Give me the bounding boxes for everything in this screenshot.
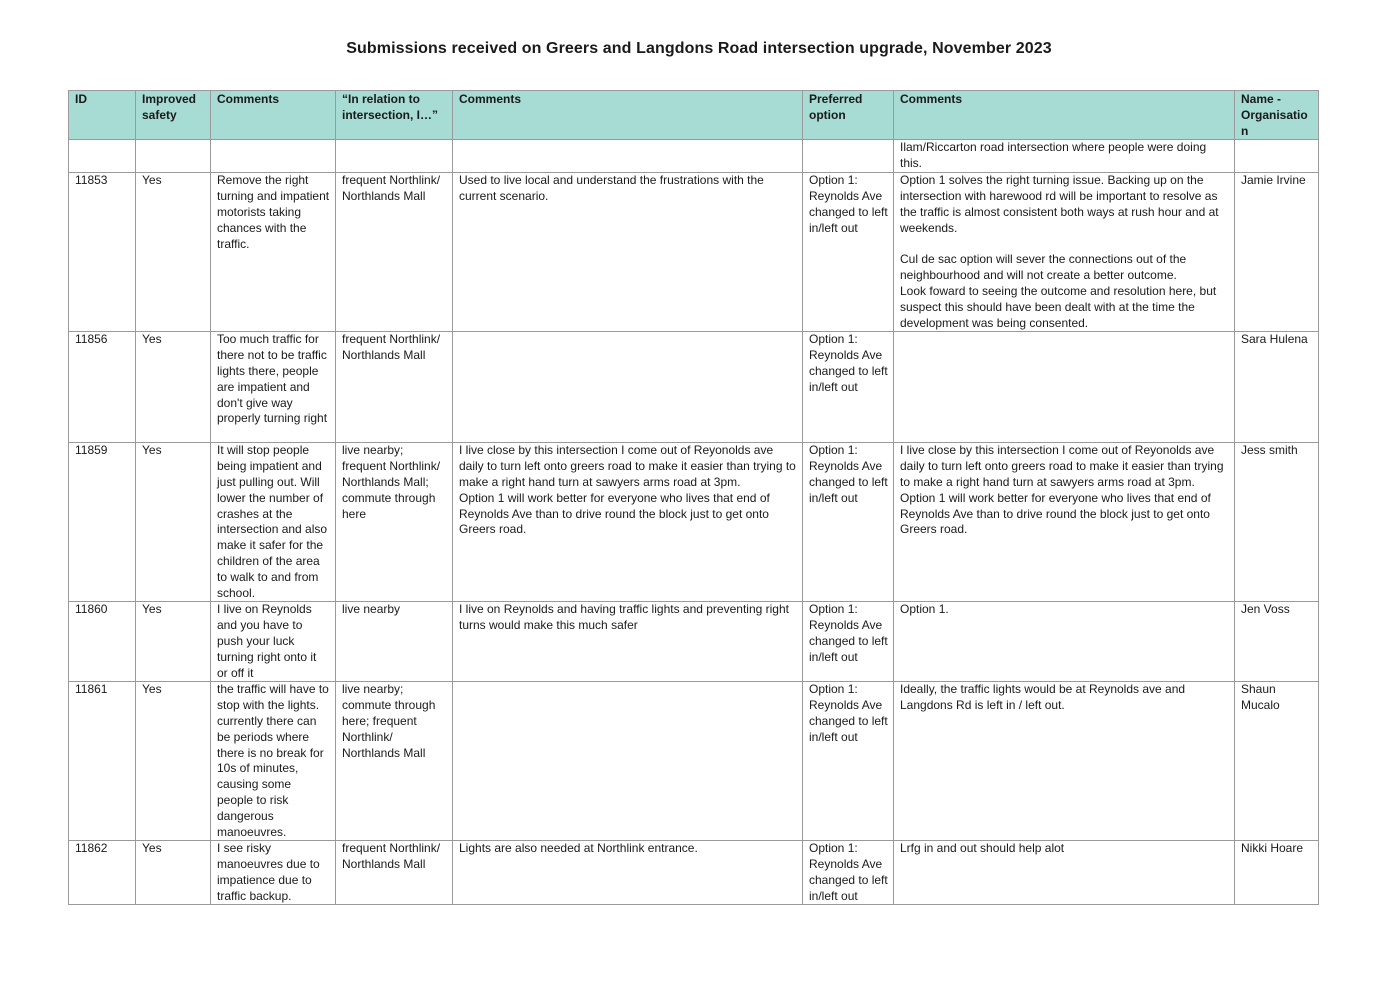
cell-relation: frequent Northlink/ Northlands Mall bbox=[336, 841, 453, 905]
cell-id bbox=[69, 140, 136, 173]
cell-comments-relation bbox=[453, 682, 803, 841]
cell-id: 11861 bbox=[69, 682, 136, 841]
cell-name: Nikki Hoare bbox=[1235, 841, 1319, 905]
cell-improved-safety: Yes bbox=[136, 682, 211, 841]
header-comments-relation: Comments bbox=[453, 91, 803, 140]
cell-improved-safety: Yes bbox=[136, 841, 211, 905]
cell-comments-option: Option 1 solves the right turning issue. Backing up on the intersection with harewood rd will be important to resolve as the traffic is almost consistent both ways at rush hour and at weekends. Cul de sac option will sever the connections out of the neighbourhood and will not create a better outcome. Look foward to seeing the outcome and resolution here, but suspect this should have been dealt with at the time the development was being consented. bbox=[894, 173, 1235, 332]
cell-comments-relation bbox=[453, 140, 803, 173]
cell-relation bbox=[336, 140, 453, 173]
cell-comments-option: Ilam/Riccarton road intersection where people were doing this. bbox=[894, 140, 1235, 173]
header-in-relation: “In relation to intersection, I…” bbox=[336, 91, 453, 140]
table-row bbox=[69, 841, 1319, 905]
cell-preferred-option: Option 1: Reynolds Ave changed to left in/left out bbox=[803, 332, 894, 443]
table-row bbox=[69, 443, 1319, 602]
cell-comments-option: Ideally, the traffic lights would be at Reynolds ave and Langdons Rd is left in / left out. bbox=[894, 682, 1235, 841]
cell-id: 11853 bbox=[69, 173, 136, 332]
table-row bbox=[69, 602, 1319, 682]
cell-comments-option: Option 1. bbox=[894, 602, 1235, 682]
cell-name bbox=[1235, 140, 1319, 173]
header-id: ID bbox=[69, 91, 136, 140]
cell-comments-relation: I live on Reynolds and having traffic lights and preventing right turns would make this much safer bbox=[453, 602, 803, 682]
cell-relation: frequent Northlink/ Northlands Mall bbox=[336, 173, 453, 332]
table-row bbox=[69, 140, 1319, 173]
table-row bbox=[69, 173, 1319, 332]
cell-comments-safety: Too much traffic for there not to be traffic lights there, people are impatient and don't give way properly turning right bbox=[211, 332, 336, 443]
cell-comments-option bbox=[894, 332, 1235, 443]
cell-comments-option: I live close by this intersection I come out of Reyonolds ave daily to turn left onto greers road to make it easier than trying to make a right hand turn at sawyers arms road at 3pm. Option 1 will work better for everyone who lives that end of Reynolds Ave than to drive round the block just to get onto Greers road. bbox=[894, 443, 1235, 602]
header-name-organisation: Name - Organisation bbox=[1235, 91, 1319, 140]
submissions-table bbox=[68, 90, 1319, 905]
cell-relation: live nearby; commute through here; frequent Northlink/ Northlands Mall bbox=[336, 682, 453, 841]
cell-id: 11859 bbox=[69, 443, 136, 602]
cell-id: 11856 bbox=[69, 332, 136, 443]
cell-relation: frequent Northlink/ Northlands Mall bbox=[336, 332, 453, 443]
table-header-row bbox=[69, 91, 1319, 140]
cell-comments-safety: Remove the right turning and impatient motorists taking chances with the traffic. bbox=[211, 173, 336, 332]
cell-preferred-option: Option 1: Reynolds Ave changed to left in/left out bbox=[803, 173, 894, 332]
cell-preferred-option bbox=[803, 140, 894, 173]
cell-comments-relation: Lights are also needed at Northlink entrance. bbox=[453, 841, 803, 905]
cell-improved-safety: Yes bbox=[136, 602, 211, 682]
cell-improved-safety: Yes bbox=[136, 173, 211, 332]
table-row bbox=[69, 332, 1319, 443]
cell-preferred-option: Option 1: Reynolds Ave changed to left in/left out bbox=[803, 682, 894, 841]
cell-comments-relation: I live close by this intersection I come out of Reyonolds ave daily to turn left onto greers road to make it easier than trying to make a right hand turn at sawyers arms road at 3pm. Option 1 will work better for everyone who lives that end of Reynolds Ave than to drive round the block just to get onto Greers road. bbox=[453, 443, 803, 602]
cell-name: Jamie Irvine bbox=[1235, 173, 1319, 332]
cell-id: 11862 bbox=[69, 841, 136, 905]
cell-preferred-option: Option 1: Reynolds Ave changed to left in/left out bbox=[803, 841, 894, 905]
header-comments-safety: Comments bbox=[211, 91, 336, 140]
cell-comments-relation: Used to live local and understand the frustrations with the current scenario. bbox=[453, 173, 803, 332]
cell-relation: live nearby bbox=[336, 602, 453, 682]
cell-name: Shaun Mucalo bbox=[1235, 682, 1319, 841]
header-preferred-option: Preferred option bbox=[803, 91, 894, 140]
header-comments-option: Comments bbox=[894, 91, 1235, 140]
cell-comments-safety: I live on Reynolds and you have to push your luck turning right onto it or off it bbox=[211, 602, 336, 682]
cell-id: 11860 bbox=[69, 602, 136, 682]
cell-name: Jess smith bbox=[1235, 443, 1319, 602]
cell-preferred-option: Option 1: Reynolds Ave changed to left in/left out bbox=[803, 443, 894, 602]
cell-comments-option: Lrfg in and out should help alot bbox=[894, 841, 1235, 905]
cell-improved-safety bbox=[136, 140, 211, 173]
cell-name: Sara Hulena bbox=[1235, 332, 1319, 443]
cell-relation: live nearby; frequent Northlink/ Northlands Mall; commute through here bbox=[336, 443, 453, 602]
table-row bbox=[69, 682, 1319, 841]
cell-comments-safety: It will stop people being impatient and just pulling out. Will lower the number of crashes at the intersection and also make it safer for the children of the area to walk to and from school. bbox=[211, 443, 336, 602]
cell-improved-safety: Yes bbox=[136, 332, 211, 443]
cell-comments-safety: I see risky manoeuvres due to impatience due to traffic backup. bbox=[211, 841, 336, 905]
cell-comments-safety: the traffic will have to stop with the lights. currently there can be periods where there is no break for 10s of minutes, causing some people to risk dangerous manoeuvres. bbox=[211, 682, 336, 841]
cell-name: Jen Voss bbox=[1235, 602, 1319, 682]
cell-comments-relation bbox=[453, 332, 803, 443]
page-title: Submissions received on Greers and Langdons Road intersection upgrade, November 2023 bbox=[346, 40, 1052, 57]
header-improved-safety: Improved safety bbox=[136, 91, 211, 140]
cell-improved-safety: Yes bbox=[136, 443, 211, 602]
cell-preferred-option: Option 1: Reynolds Ave changed to left in/left out bbox=[803, 602, 894, 682]
cell-comments-safety bbox=[211, 140, 336, 173]
